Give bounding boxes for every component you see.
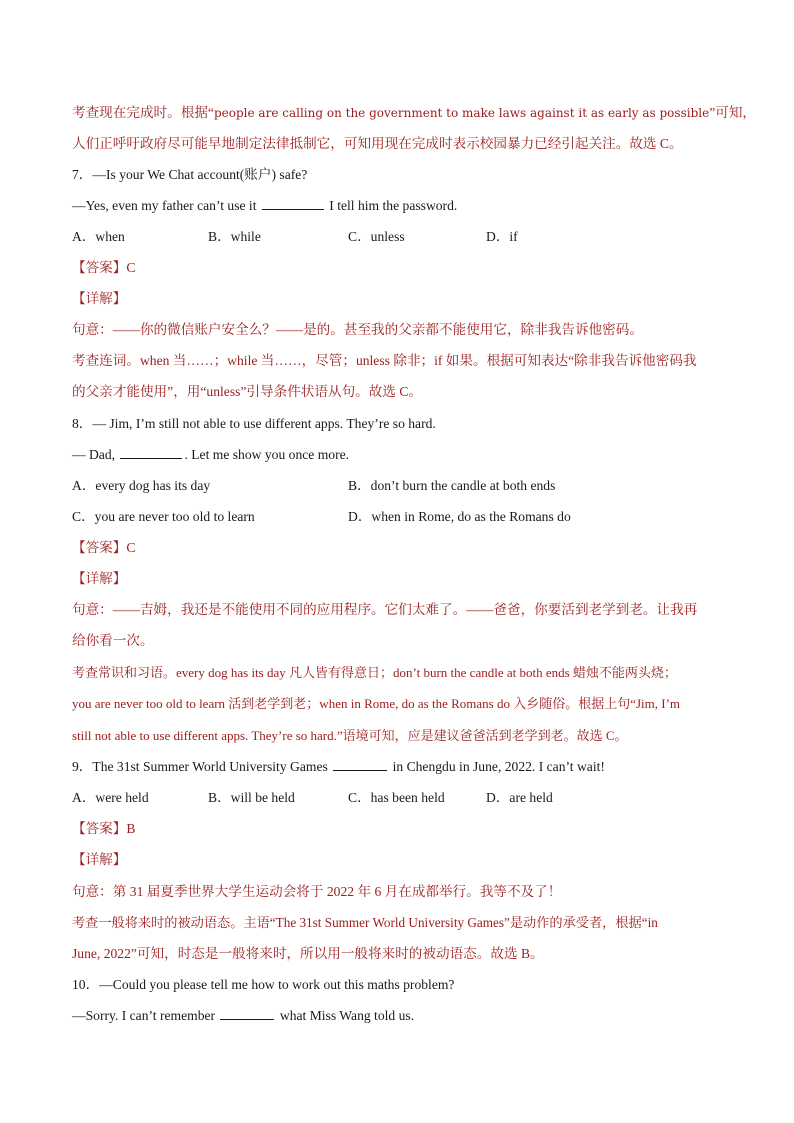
q8-option-a: A．every dog has its day: [72, 478, 211, 493]
q8-option-d: D．when in Rome, do as the Romans do: [348, 509, 571, 524]
q9-blank: [333, 758, 387, 771]
q8-stem-line1: 8．— Jim, I’m still not able to use different apps. They’re so hard.: [72, 416, 436, 431]
q10-stem-line1: 10．—Could you please tell me how to work out this maths problem?: [72, 977, 455, 992]
q9-option-a: A．were held: [72, 790, 149, 805]
q7-detail-label: 【详解】: [72, 291, 127, 306]
q9-stem: 9．The 31st Summer World University Games in Chengdu in June, 2022. I can’t wait!: [72, 759, 605, 774]
q7-answer: 【答案】C: [72, 260, 136, 275]
q7-blank: [262, 197, 324, 210]
q8-option-b: B．don’t burn the candle at both ends: [348, 478, 556, 493]
q9-option-c: C．has been held: [348, 790, 445, 805]
q7-option-b: B．while: [208, 229, 261, 244]
q9-option-b: B．will be held: [208, 790, 295, 805]
q8-detail-label: 【详解】: [72, 571, 127, 586]
q7-meaning: 句意：——你的微信账户安全么？——是的。甚至我的父亲都不能使用它，除非我告诉他密码。: [72, 322, 643, 337]
q7-option-c: C．unless: [348, 229, 405, 244]
q9-meaning: 句意：第 31 届夏季世界大学生运动会将于 2022 年 6 月在成都举行。我等不及了！: [72, 884, 562, 899]
q9-explain-line2: June, 2022”可知，时态是一般将来时，所以用一般将来时的被动语态。故选 B。: [72, 946, 544, 961]
q6-explain-line1: 考查现在完成时。根据“people are calling on the government to make laws against it as early as possible”可知，: [72, 105, 757, 120]
q8-blank: [120, 446, 182, 459]
q7-stem-line1: 7．—Is your We Chat account(账户) safe?: [72, 167, 308, 182]
q8-explain-line2: you are never too old to learn 活到老学到老；when in Rome, do as the Romans do 入乡随俗。根据上句“Jim, I’m: [72, 696, 681, 711]
q8-option-c: C．you are never too old to learn: [72, 509, 255, 524]
q7-explain-line1: 考查连词。when 当……；while 当……，尽管；unless 除非；if 如果。根据可知表达“除非我告诉他密码我: [72, 353, 697, 368]
q7-option-d: D．if: [486, 229, 518, 244]
q9-option-d: D．are held: [486, 790, 553, 805]
q8-explain-line3: still not able to use different apps. They’re so hard.”语境可知，应是建议爸爸活到老学到老。故选 C。: [72, 728, 628, 743]
q8-answer: 【答案】C: [72, 540, 136, 555]
q9-explain-line1: 考查一般将来时的被动语态。主语“The 31st Summer World University Games”是动作的承受者，根据“in: [72, 915, 658, 930]
q8-stem-line2: — Dad, . Let me show you once more.: [72, 447, 350, 462]
q7-stem-line2: —Yes, even my father can’t use it I tell him the password.: [72, 198, 458, 213]
q9-detail-label: 【详解】: [72, 852, 127, 867]
q10-stem-line2: —Sorry. I can’t remember what Miss Wang told us.: [72, 1008, 415, 1023]
q7-explain-line2: 的父亲才能使用”，用“unless”引导条件状语从句。故选 C。: [72, 384, 423, 399]
q8-meaning-line1: 句意：——吉姆，我还是不能使用不同的应用程序。它们太难了。——爸爸，你要活到老学到老。让我再: [72, 602, 698, 617]
q7-option-a: A．when: [72, 229, 125, 244]
q10-blank: [220, 1007, 274, 1020]
q9-answer: 【答案】B: [72, 821, 136, 836]
q8-meaning-line2: 给你看一次。: [72, 633, 154, 648]
q8-explain-line1: 考查常识和习语。every dog has its day 凡人皆有得意日；don’t burn the candle at both ends 蜡烛不能两头烧；: [72, 665, 677, 680]
q6-explain-line2: 人们正呼吁政府尽可能早地制定法律抵制它，可知用现在完成时表示校园暴力已经引起关注。故选 C。: [72, 136, 683, 151]
